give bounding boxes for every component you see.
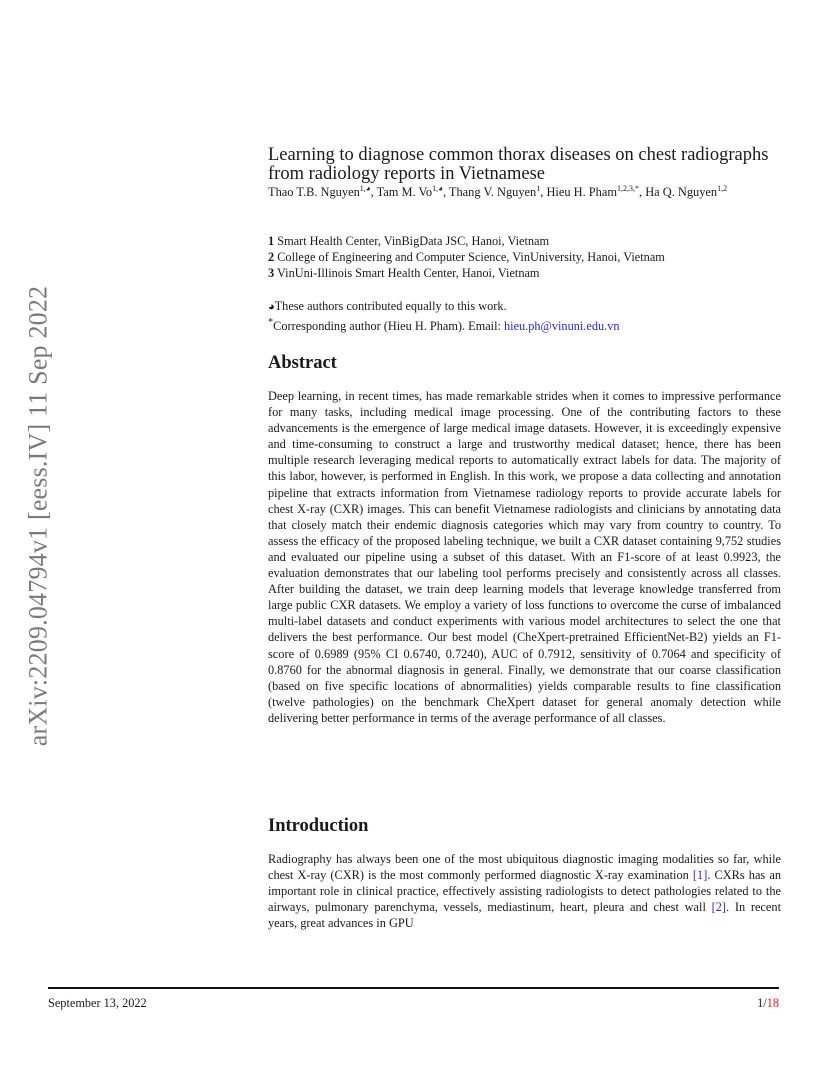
author-name: Ha Q. Nguyen: [645, 185, 718, 199]
affiliation-number: 3: [268, 266, 275, 281]
corresponding-author-text: Corresponding author (Hieu H. Pham). Email:: [273, 319, 504, 334]
affiliation-item: [268, 233, 781, 249]
author-separator: ,: [639, 185, 646, 199]
introduction-body: [268, 851, 781, 931]
affiliation-number: 1: [268, 234, 275, 248]
footer-page-number: [757, 996, 779, 1011]
affiliation-text: Smart Health Center, VinBigData JSC, Hanoi, Vietnam: [277, 234, 550, 248]
author-name: Thang V. Nguyen: [448, 185, 537, 199]
author-affiliation-marker: 1,◕: [359, 184, 371, 193]
author-separator: ,: [370, 185, 377, 199]
equal-contribution-note: [268, 298, 781, 315]
author-notes: [268, 298, 781, 334]
arxiv-identifier-text: arXiv:2209.04794v1 [eess.IV] 11 Sep 2022: [23, 285, 52, 747]
introduction-text: . In recent years, great advances in GPU: [268, 900, 781, 931]
equal-contribution-icon: ◕: [268, 301, 275, 313]
author-separator: ,: [442, 185, 449, 199]
current-page: 1: [757, 996, 764, 1010]
abstract-heading: Abstract: [268, 353, 337, 373]
author-affiliation-marker: 1: [536, 184, 541, 193]
paper-title: Learning to diagnose common thorax diseases on chest radiographs from radiology reports in Vietnamese: [268, 145, 769, 184]
author-affiliation-marker: 1,2: [717, 184, 728, 193]
page-separator: /: [763, 996, 767, 1010]
equal-contribution-text: These authors contributed equally to this work.: [274, 299, 507, 313]
affiliation-item: [268, 249, 781, 265]
total-pages-link[interactable]: 18: [766, 996, 779, 1010]
affiliation-text: College of Engineering and Computer Science, VinUniversity, Hanoi, Vietnam: [277, 250, 665, 265]
author-separator: ,: [540, 185, 547, 199]
footer-divider: [48, 987, 779, 989]
introduction-heading: Introduction: [268, 816, 369, 836]
introduction-text: . CXRs has an important role in clinical practice, effectively assisting radiologists to detect pathologies related to the airways, pulmonary parenchyma, vessels, mediastinum, heart, pleura and chest wall: [268, 868, 781, 915]
author-affiliation-marker: 1,2,3,*: [617, 184, 639, 193]
affiliation-text: VinUni-Illinois Smart Health Center, Hanoi, Vietnam: [277, 266, 540, 281]
author-name: Thao T.B. Nguyen: [268, 185, 360, 199]
author-name: Hieu H. Pham: [546, 185, 617, 199]
affiliation-number: 2: [268, 250, 275, 265]
corresponding-email-link[interactable]: hieu.ph@vinuni.edu.vn: [504, 319, 620, 334]
introduction-text: Radiography has always been one of the most ubiquitous diagnostic imaging modalities so far, while chest X-ray (CXR) is the most commonly performed diagnostic X-ray examination: [268, 852, 781, 883]
citation-link[interactable]: [2]: [711, 900, 727, 915]
affiliation-list: [268, 233, 781, 282]
author-affiliation-marker: 1,◕: [432, 184, 443, 193]
author-name: Tam M. Vo: [376, 185, 433, 199]
footer-date: September 13, 2022: [48, 996, 147, 1010]
arxiv-identifier-stamp: [18, 286, 58, 746]
corresponding-marker: *: [268, 317, 274, 328]
affiliation-item: [268, 265, 781, 281]
author-list: [268, 183, 781, 201]
abstract-body: Deep learning, in recent times, has made remarkable strides when it comes to impressive performance for many tasks, including medical image processing. One of the contributing factors to these advancements is the emergence of large medical image datasets. However, it is exceedingly expensive and time-consuming to construct a large and trustworthy medical dataset; hence, there has been multiple research leveraging medical reports to automatically extract labels for data. The majority of this labor, however, is performed in English. In this work, we propose a data collecting and annotation pipeline that extracts information from Vietnamese radiology reports to provide accurate labels for chest X-ray (CXR) images. This can benefit Vietnamese radiologists and clinicians by annotating data that closely match their endemic diagnosis categories which may vary from country to country. To assess the efficacy of the proposed labeling technique, we built a CXR dataset containing 9,752 studies and evaluated our pipeline using a subset of this dataset. With an F1-score of at least 0.9923, the evaluation demonstrates that our labeling tool performs precisely and consistently across all classes. After building the dataset, we train deep learning models that leverage knowledge transferred from large public CXR datasets. We employ a variety of loss functions to overcome the curse of imbalanced multi-label datasets and conduct experiments with various model architectures to select the one that delivers the best performance. Our best model (CheXpert-pretrained EfficientNet-B2) yields an F1-score of 0.6989 (95% CI 0.6740, 0.7240), AUC of 0.7912, sensitivity of 0.7064 and specificity of 0.8760 for the abnormal diagnosis in general. Finally, we demonstrate that our coarse classification (based on five specific locations of abnormalities) yields comparable results to fine classification (twelve pathologies) on the benchmark CheXpert dataset for general anomaly detection while delivering better performance in terms of the average performance of all classes.: [268, 389, 781, 725]
citation-link[interactable]: [1]: [692, 868, 708, 883]
corresponding-author-note: [268, 315, 781, 334]
